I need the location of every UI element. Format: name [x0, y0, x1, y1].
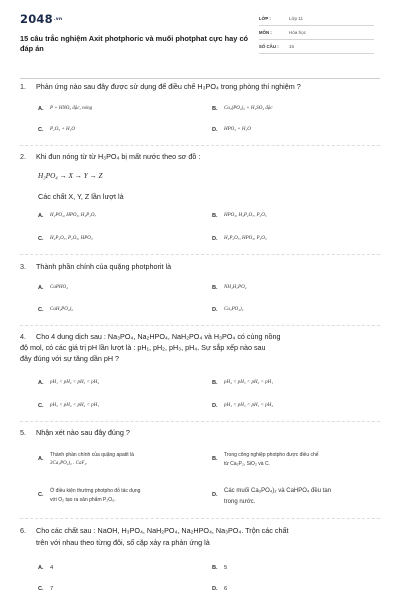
logo-suffix: .vn — [53, 16, 63, 22]
option-letter: B. — [212, 106, 218, 112]
question-text-line-1: Cho các chất sau : NaOH, H₃PO₄, NaH₂PO₄, Na₂HPO₄, Na₃PO₄. Trộn các chất — [36, 526, 289, 535]
question-6 — [20, 526, 380, 547]
option-text: H₂PO₄, HPO₃, H₄P₂O₇ — [50, 213, 97, 218]
option-letter: D. — [212, 586, 218, 592]
option-text: pH₃ < pH₂ < pH₄ < pH₁ — [50, 403, 100, 408]
question-separator — [20, 421, 380, 422]
option-text: CaH₂PO₄)₂ — [50, 307, 73, 312]
document-header — [20, 0, 380, 74]
indent-spacer — [20, 538, 36, 547]
option-letter: C. — [38, 492, 44, 498]
option-letter: A. — [38, 380, 44, 386]
question-separator — [20, 518, 380, 519]
option-text-block — [224, 488, 331, 506]
question-separator — [20, 325, 380, 326]
question-subtext: Các chất X, Y, Z lần lượt là — [38, 192, 124, 201]
question-stem — [20, 152, 380, 161]
header-left — [20, 12, 259, 74]
option-letter: A. — [38, 106, 44, 112]
option-d[interactable] — [212, 236, 267, 243]
option-c[interactable] — [38, 586, 53, 593]
question-2 — [20, 152, 380, 161]
option-a[interactable] — [38, 380, 99, 387]
option-a[interactable] — [38, 452, 134, 468]
question-text: Nhận xét nào sau đây đúng ? — [36, 428, 130, 437]
meta-row-class — [259, 12, 374, 26]
option-text-block — [50, 488, 140, 504]
option-text: pH₃ < pH₂ < pH₁ < pH₄ — [224, 403, 274, 408]
option-c[interactable] — [38, 488, 140, 504]
option-letter: D. — [212, 236, 218, 242]
option-b[interactable] — [212, 106, 273, 113]
question-number: 5. — [20, 428, 26, 437]
question-text-line-2: trên với nhau theo từng đôi, số cặp xảy ra phản ứng là — [36, 538, 210, 547]
meta-key: MÔN : — [258, 29, 272, 35]
option-letter: D. — [212, 492, 218, 498]
option-c[interactable] — [38, 403, 99, 410]
option-text: CaPHO₄ — [50, 285, 68, 290]
option-d[interactable] — [212, 127, 251, 134]
option-text: P₂O₅ + H₂O — [50, 127, 75, 132]
option-text: HPO₃, H₄P₂O₇, P₂O₅ — [224, 213, 267, 218]
meta-value: Hóa học — [288, 29, 307, 35]
option-d[interactable] — [212, 586, 227, 593]
option-text: H₄P₂O₇, P₂O₅, HPO₃ — [50, 236, 93, 241]
option-text: NH₄H₂PO₄ — [224, 285, 247, 290]
option-letter: D. — [212, 127, 218, 133]
option-letter: B. — [212, 565, 218, 571]
option-text: 5 — [224, 565, 228, 571]
question-1 — [20, 82, 380, 91]
reaction-scheme: H₃PO₄ → X → Y → Z — [38, 172, 103, 180]
option-text-line-2: từ Ca₃P₂, SiO₂ và C. — [224, 461, 270, 468]
option-text: pH₄ < pH₃ < pH₂ < pH₁ — [224, 380, 274, 385]
question-number: 3. — [20, 262, 26, 271]
site-logo[interactable] — [20, 12, 259, 26]
option-d[interactable] — [212, 307, 243, 314]
question-number: 4. — [20, 332, 26, 341]
option-letter: C. — [38, 586, 44, 592]
meta-key: LỚP : — [258, 15, 271, 21]
option-text-line-2: với O₂ tạo ra sản phẩm P₂O₅. — [50, 497, 116, 504]
question-stem — [20, 262, 380, 271]
option-b[interactable] — [212, 213, 267, 220]
meta-row-subject — [259, 26, 374, 40]
option-d[interactable] — [212, 403, 273, 410]
option-text-line-1: Ở điều kiện thường photpho đỏ tác dụng — [50, 488, 141, 494]
option-a[interactable] — [38, 213, 96, 220]
option-letter: D. — [212, 403, 218, 409]
option-a[interactable] — [38, 106, 92, 113]
question-text-line-3: đây đúng với sự tăng dần pH ? — [20, 354, 120, 363]
option-letter: B. — [212, 456, 218, 462]
option-text: Ca₃(PO₄)₂ + H₂SO₄ đặc — [224, 106, 273, 111]
option-letter: A. — [38, 565, 44, 571]
question-number: 6. — [20, 526, 26, 535]
option-text-line-2: trong nước. — [224, 498, 256, 505]
option-text-line-1: Thành phần chính của quặng apatit là — [50, 452, 134, 458]
option-text: H₄P₂O₇, HPO₃, P₂O₅ — [224, 236, 267, 241]
option-text-line-1: Các muối Ca₃PO₄)₂ và CaHPO₄ đều tan — [224, 488, 332, 494]
meta-table — [259, 12, 374, 74]
question-text: Khi đun nóng từ từ H₃PO₄ bị mất nước theo sơ đồ : — [36, 152, 201, 161]
question-line — [20, 354, 380, 363]
option-letter: C. — [38, 236, 44, 242]
option-b[interactable] — [212, 380, 273, 387]
option-text-line-1: Trong công nghiệp photpho được điều chế — [224, 452, 319, 458]
option-text: Ca₃PO₄)₂ — [224, 307, 244, 312]
meta-row-count — [259, 40, 374, 54]
header-divider — [20, 78, 380, 79]
question-3 — [20, 262, 380, 271]
question-stem — [20, 526, 380, 535]
option-text: 7 — [50, 586, 54, 592]
option-b[interactable] — [212, 285, 246, 292]
question-number: 1. — [20, 82, 26, 91]
option-c[interactable] — [38, 307, 73, 314]
option-text-block — [224, 452, 319, 468]
question-number: 2. — [20, 152, 26, 161]
meta-value: Lớp 11 — [288, 15, 304, 21]
option-letter: A. — [38, 213, 44, 219]
option-letter: B. — [212, 213, 218, 219]
question-line — [20, 538, 380, 547]
option-a[interactable] — [38, 565, 53, 572]
option-d[interactable] — [212, 488, 331, 506]
option-text: P + HNO₃ đặc, nóng — [50, 106, 93, 111]
question-text: Thành phần chính của quặng photphorit là — [36, 262, 172, 271]
question-text: Phản ứng nào sau đây được sử dụng để điều chế H₃PO₄ trong phòng thí nghiệm ? — [36, 82, 301, 91]
option-b[interactable] — [212, 565, 227, 572]
question-separator — [20, 254, 380, 255]
meta-key: SỐ CÂU : — [258, 43, 279, 49]
question-stem — [20, 428, 380, 437]
option-letter: A. — [38, 285, 44, 291]
option-text-line-2: 3Ca₃PO₄)₂ . CaF₂. — [50, 461, 88, 467]
option-letter: C. — [38, 127, 44, 133]
question-stem — [20, 332, 380, 341]
question-separator — [20, 145, 380, 146]
option-letter: B. — [212, 380, 218, 386]
option-b[interactable] — [212, 452, 319, 468]
option-text: pH₁ < pH₂ < pH₃ < pH₄ — [50, 380, 100, 385]
option-letter: B. — [212, 285, 218, 291]
question-5 — [20, 428, 380, 437]
question-text-line-1: Cho 4 dung dịch sau : Na₃PO₄, Na₂HPO₄, NaH₂PO₄ và H₃PO₄ có cùng nồng — [36, 332, 281, 341]
logo-text: 2048 — [20, 12, 53, 26]
question-text-line-2: độ mol, có các giá trị pH lần lượt là : pH₁, pH₂, pH₃, pH₄. Sự sắp xếp nào sau — [20, 343, 266, 352]
option-c[interactable] — [38, 127, 75, 134]
meta-value: 15 — [288, 43, 295, 49]
question-line — [20, 343, 380, 352]
option-text: 6 — [224, 586, 228, 592]
option-letter: C. — [38, 403, 44, 409]
option-text-block — [50, 452, 134, 468]
question-stem — [20, 82, 380, 91]
option-text: 4 — [50, 565, 54, 571]
option-letter: C. — [38, 307, 44, 313]
option-c[interactable] — [38, 236, 93, 243]
option-text: HPO₃ + H₂O — [224, 127, 251, 132]
document-title: 15 câu trắc nghiệm Axit photphoric và muối photphat cực hay có đáp án — [20, 34, 249, 53]
question-4 — [20, 332, 380, 363]
option-letter: A. — [38, 456, 44, 462]
option-letter: D. — [212, 307, 218, 313]
option-a[interactable] — [38, 285, 68, 292]
